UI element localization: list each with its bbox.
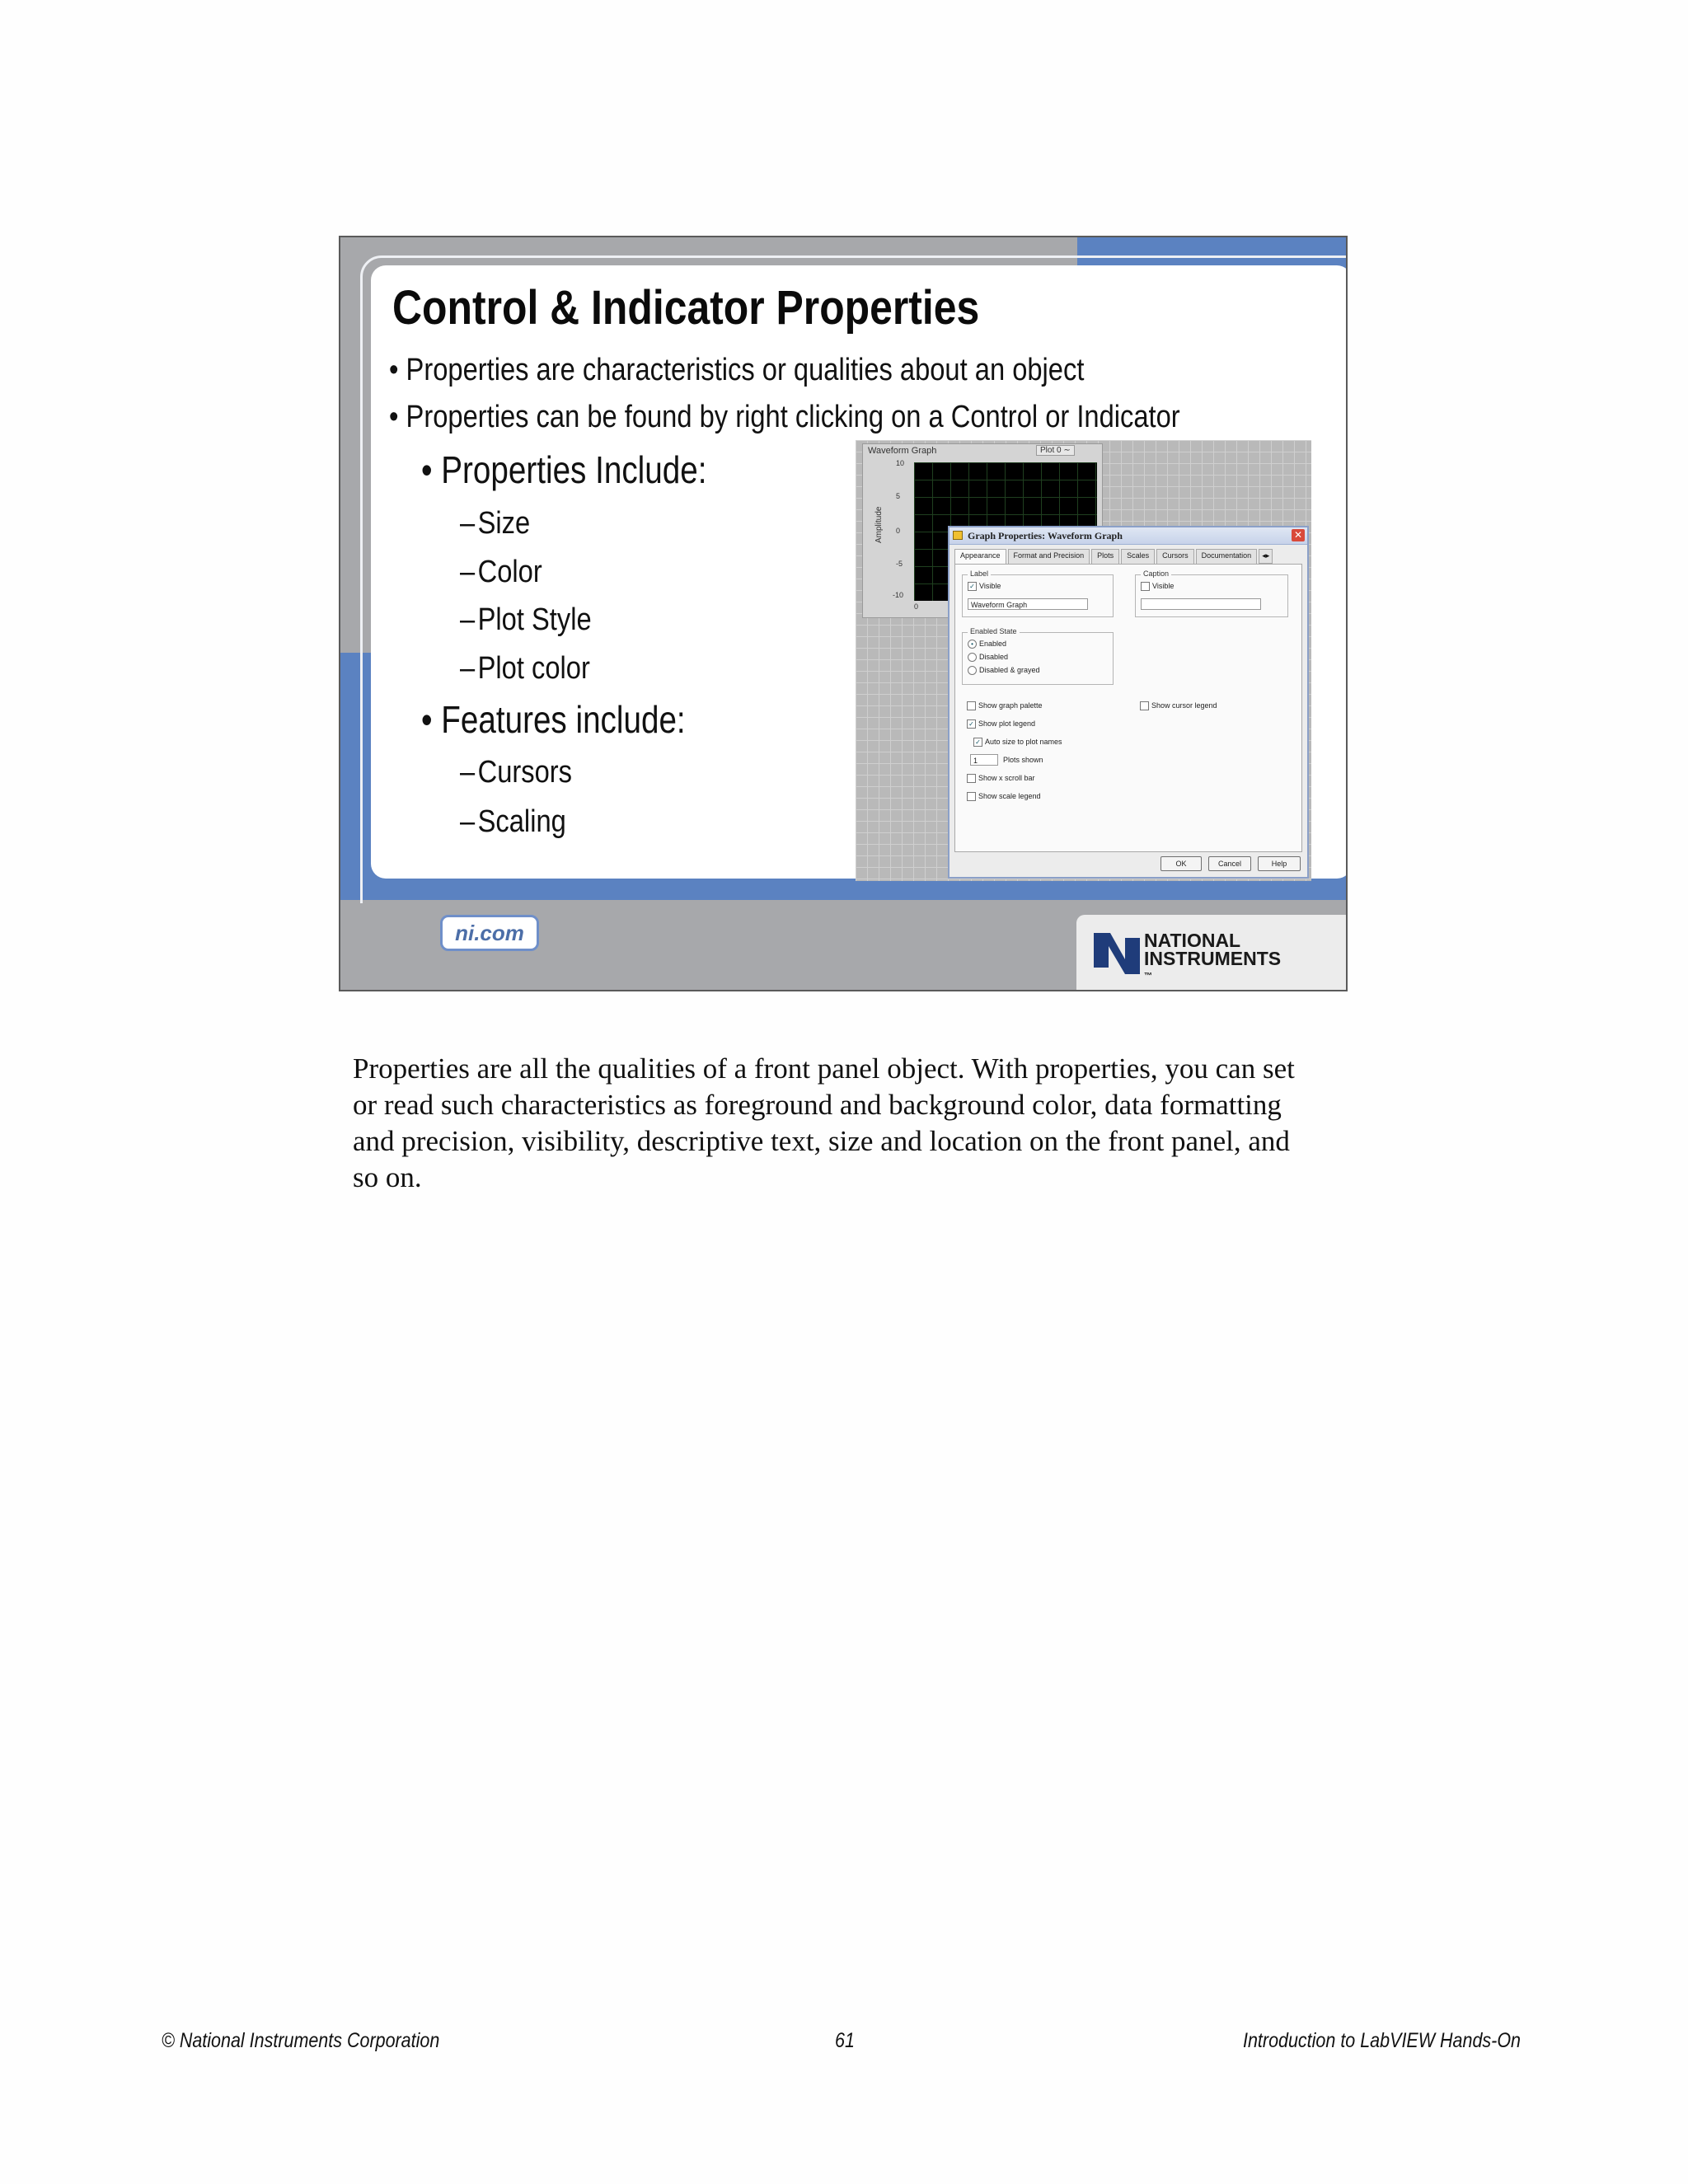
footer-page-number: 61 [835,2029,855,2052]
y-tick: 10 [896,459,905,467]
properties-heading: • Properties Include: [421,448,707,491]
y-tick: -10 [893,591,904,599]
show-cursor-legend-checkbox[interactable]: Show cursor legend [1140,701,1217,710]
footer-document-title: Introduction to LabVIEW Hands-On [1243,2029,1522,2052]
labview-screenshot [856,440,1311,881]
auto-size-checkbox[interactable]: ✓ Auto size to plot names [973,738,1062,747]
property-item: –Plot color [460,651,590,686]
appearance-tab-body [954,564,1302,852]
label-group-title: Label [968,569,991,578]
show-graph-palette-checkbox[interactable]: Show graph palette [967,701,1043,710]
property-item: –Size [460,506,531,541]
ni-com-link[interactable]: ni.com [440,915,539,951]
show-plot-legend-checkbox[interactable]: ✓ Show plot legend [967,719,1035,729]
bullet-item: • Properties are characteristics or qualities about an object [389,353,1085,387]
caption-group-title: Caption [1141,569,1171,578]
label-group [962,569,1114,617]
body-paragraph: Properties are all the qualities of a front panel object. With properties, you can set or read such characteristics as foreground and background color, data formatting and precision, visibility, descriptive text, size and location on the front panel, and so on. [353,1052,1295,1193]
y-tick: 0 [896,527,901,535]
help-button[interactable]: Help [1258,856,1301,871]
property-item: –Plot Style [460,602,592,637]
tab-cursors[interactable]: Cursors [1156,549,1194,564]
ok-button[interactable]: OK [1160,856,1202,871]
show-scale-legend-checkbox[interactable]: Show scale legend [967,792,1041,801]
tab-scroll-arrows-icon[interactable]: ◂▸ [1259,549,1273,564]
graph-properties-dialog [948,526,1309,879]
feature-item: –Cursors [460,755,573,790]
x-tick: 0 [914,602,919,611]
bullet-item: • Properties can be found by right clicking on a Control or Indicator [389,400,1180,434]
features-heading: • Features include: [421,698,686,741]
slide-title: Control & Indicator Properties [392,281,980,335]
labview-app-icon [953,531,963,540]
tab-format-precision[interactable]: Format and Precision [1008,549,1090,564]
slide [339,236,1348,991]
plots-shown-stepper[interactable]: 1 [970,754,998,766]
y-tick: 5 [896,492,901,500]
dialog-title: Graph Properties: Waveform Graph [968,530,1123,541]
enabled-radio[interactable]: • Enabled [968,640,1006,649]
caption-visible-checkbox[interactable]: Visible [1141,582,1174,591]
enabled-state-title: Enabled State [968,627,1020,635]
disabled-radio[interactable]: Disabled [968,653,1008,662]
tab-plots[interactable]: Plots [1091,549,1119,564]
ni-logo-wordmark: NATIONAL INSTRUMENTS ™ [1144,930,1282,981]
show-x-scroll-checkbox[interactable]: Show x scroll bar [967,774,1035,783]
tab-scales[interactable]: Scales [1121,549,1155,564]
dialog-titlebar [950,527,1307,545]
y-axis-label: Amplitude [874,506,884,543]
tab-appearance[interactable]: Appearance [954,549,1006,564]
footer-copyright: © National Instruments Corporation [162,2029,440,2052]
plots-shown-label: Plots shown [1003,756,1043,764]
tab-documentation[interactable]: Documentation [1196,549,1258,564]
plot-legend: Plot 0 ∼ [1036,445,1075,456]
feature-item: –Scaling [460,804,566,839]
close-icon[interactable]: ✕ [1292,529,1305,541]
national-instruments-logo-icon [1092,926,1142,977]
disabled-grayed-radio[interactable]: Disabled & grayed [968,666,1040,675]
label-text-field[interactable]: Waveform Graph [968,598,1088,610]
y-tick: -5 [896,560,903,568]
graph-label: Waveform Graph [868,446,937,456]
enabled-state-group [962,627,1114,685]
property-item: –Color [460,555,542,589]
cancel-button[interactable]: Cancel [1208,856,1251,871]
caption-group [1135,569,1288,617]
label-visible-checkbox[interactable]: ✓ Visible [968,582,1001,591]
dialog-tabs [954,549,1302,564]
caption-text-field[interactable] [1141,598,1261,610]
